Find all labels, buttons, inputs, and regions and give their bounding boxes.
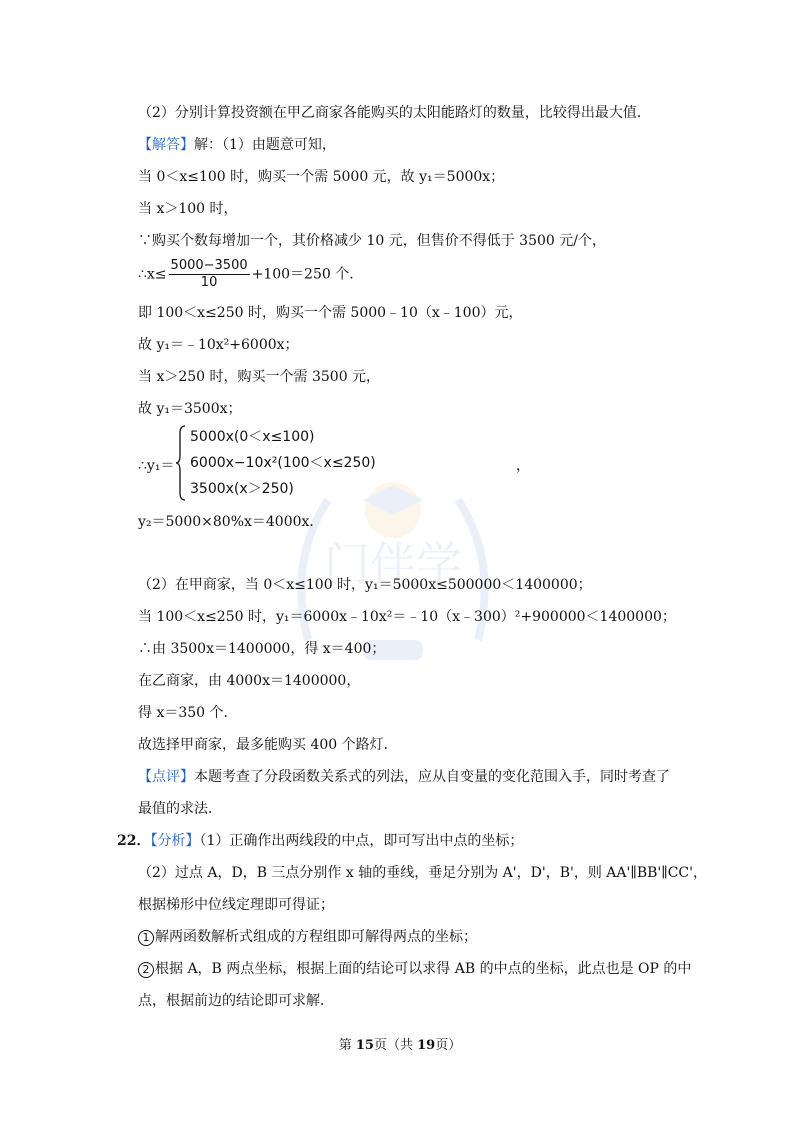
text-line: （2）在甲商家，当 0＜x≤100 时，y₁＝5000x≤500000＜1400000； [138, 577, 592, 593]
text-line: 当 x＞100 时， [138, 201, 238, 217]
text-span: ∴x≤ [138, 266, 167, 283]
fraction-line [138, 258, 363, 291]
footer-prefix: 第 [338, 1038, 356, 1053]
text-line: 根据梯形中位线定理即可得证； [138, 897, 334, 913]
text-line: 在乙商家，由 4000x＝1400000， [138, 673, 361, 689]
text-span: 根据 A，B 两点坐标，根据上面的结论可以求得 AB 的中点的坐标，此点也是 OP 的中 [155, 961, 692, 977]
text-line: 当 x＞250 时，购买一个需 3500 元， [138, 369, 381, 385]
analysis-tag: 【分析】 [150, 833, 200, 849]
text-line: ∵购买个数每增加一个，其价格减少 10 元，但售价不得低于 3500 元/个， [138, 233, 606, 249]
piecewise-case: 6000x−10x²(100＜x≤250) [190, 455, 376, 471]
page-footer [0, 1034, 800, 1053]
piecewise-lhs: ∴y₁＝ [138, 458, 175, 474]
text-span: 解两函数解析式组成的方程组即可解得两点的坐标； [155, 929, 477, 945]
left-brace-icon [176, 425, 186, 501]
total-pages: 19 [417, 1038, 436, 1053]
text-line: 即 100＜x≤250 时，购买一个需 5000﹣10（x﹣100）元， [138, 305, 523, 321]
comment-line [138, 767, 670, 787]
text-line: ∴由 3500x＝1400000，得 x＝400； [138, 641, 386, 657]
text-span: 解：（1）由题意可知， [194, 137, 336, 153]
text-line: 当 100＜x≤250 时，y₁＝6000x﹣10x²＝﹣10（x﹣300）²+900000＜1400000； [138, 609, 676, 625]
piecewise-tail: ， [516, 458, 530, 474]
fraction-denominator: 10 [200, 275, 218, 290]
text-line: 故 y₁＝﹣10x²+6000x； [138, 337, 299, 353]
solution-heading [138, 135, 336, 155]
text-line: 点，根据前边的结论即可求解． [138, 993, 334, 1009]
text-line: 当 0＜x≤100 时，购买一个需 5000 元，故 y₁＝5000x； [138, 169, 505, 185]
text-line: 最值的求法． [138, 801, 222, 817]
text-span: 本题考查了分段函数关系式的列法，应从自变量的变化范围入手，同时考查了 [194, 769, 670, 785]
piecewise-case: 5000x(0＜x≤100) [190, 429, 315, 445]
question-22-heading [117, 831, 523, 851]
text-line: （2）过点 A，D，B 三点分别作 x 轴的垂线，垂足分别为 A'，D'，B'，则 AA'∥BB'∥CC'， [138, 865, 707, 881]
fraction [169, 258, 250, 291]
piecewise-case: 3500x(x＞250) [190, 481, 294, 497]
piecewise-cases [190, 425, 376, 503]
text-span: +100＝250 个． [251, 266, 364, 283]
circled-number-2-icon: 2 [138, 962, 154, 978]
fraction-numerator: 5000−3500 [170, 258, 248, 273]
text-line: 故选择甲商家，最多能购买 400 个路灯． [138, 737, 398, 753]
watermark-text: 门伴学 [324, 537, 462, 591]
text-line: 故 y₁＝3500x； [138, 401, 242, 417]
footer-suffix: 页） [435, 1038, 462, 1053]
answer-tag: 【解答】 [138, 137, 194, 153]
text-line: （2）分别计算投资额在甲乙商家各能购买的太阳能路灯的数量，比较得出最大值． [138, 105, 651, 121]
list-item [138, 927, 477, 947]
text-line: y₂＝5000×80%x＝4000x． [138, 514, 324, 530]
text-line: 得 x＝350 个． [138, 705, 238, 721]
comment-tag: 【点评】 [138, 769, 194, 785]
question-number: 22． [117, 833, 151, 849]
list-item [138, 959, 691, 979]
circled-number-1-icon: 1 [138, 930, 154, 946]
current-page: 15 [355, 1038, 374, 1053]
footer-mid: 页（共 [373, 1038, 418, 1053]
text-span: （1）正确作出两线段的中点，即可写出中点的坐标； [199, 833, 524, 849]
